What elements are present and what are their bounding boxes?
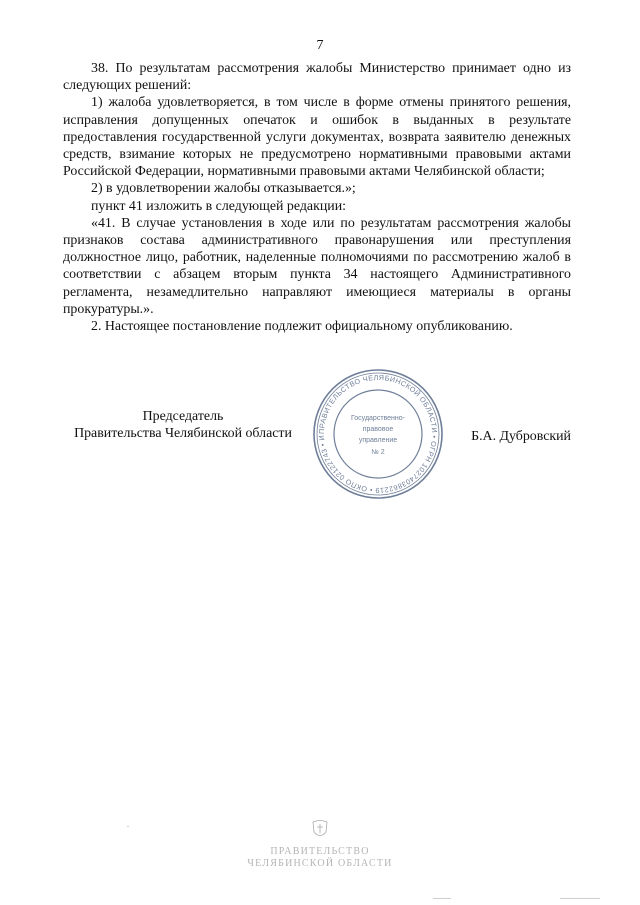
signatory-role xyxy=(63,408,303,442)
seal-inner-line3: управление xyxy=(358,437,398,444)
seal-inner-line1: Государственно- xyxy=(350,415,406,422)
seal-outer-text: ПРАВИТЕЛЬСТВО ЧЕЛЯБИНСКОЙ ОБЛАСТИ • ОГРН 1027403862219 • ОКПО 02122743 • И xyxy=(316,372,440,496)
signatory-role-line2: Правительства Челябинской области xyxy=(74,426,292,442)
paragraph-decision-1: 1) жалоба удовлетворяется, в том числе в форме отмены принятого решения, исправления допущенных опечаток и ошибок в выданных в результате предоставления государственной услуги документах, возврата заявителю денежных средств, взимание которых не предусмотрено нормативными правовыми актами Российской Федерации, нормативными правовыми актами Челябинской области; xyxy=(63,95,571,180)
footer-watermark xyxy=(0,846,640,870)
emblem-icon xyxy=(0,818,640,847)
official-seal xyxy=(310,366,446,502)
scan-artifact xyxy=(433,898,451,899)
seal-inner-line4: № 2 xyxy=(371,449,385,456)
signatory-role-line1: Председатель xyxy=(142,409,224,424)
footer-line2: ЧЕЛЯБИНСКОЙ ОБЛАСТИ xyxy=(247,858,393,869)
paragraph-item-41: «41. В случае установления в ходе или по результатам рассмотрения жалобы признаков состава административного правонарушения или преступления должностное лицо, работник, наделенные полномочиями по рассмотрению жалоб в соответствии с абзацем вторым пункта 34 настоящего Административного регламента, незамедлительно направляют имеющиеся материалы в органы прокуратуры.». xyxy=(63,215,571,317)
paragraph-38: 38. По результатам рассмотрения жалобы Министерство принимает одно из следующих решений: xyxy=(63,61,571,94)
paragraph-publication: 2. Настоящее постановление подлежит официальному опубликованию. xyxy=(91,319,513,335)
footer-line1: ПРАВИТЕЛЬСТВО xyxy=(270,846,370,857)
scan-artifact xyxy=(127,826,129,827)
signatory-name: Б.А. Дубровский xyxy=(471,429,571,444)
document-body xyxy=(63,60,571,335)
seal-inner-line2: правовое xyxy=(362,426,394,433)
scan-artifact xyxy=(560,898,600,899)
page-number: 7 xyxy=(316,38,324,53)
seal-icon xyxy=(310,366,446,502)
paragraph-item-41-intro: пункт 41 изложить в следующей редакции: xyxy=(91,198,346,214)
paragraph-decision-2: 2) в удовлетворении жалобы отказывается.»; xyxy=(91,181,356,197)
